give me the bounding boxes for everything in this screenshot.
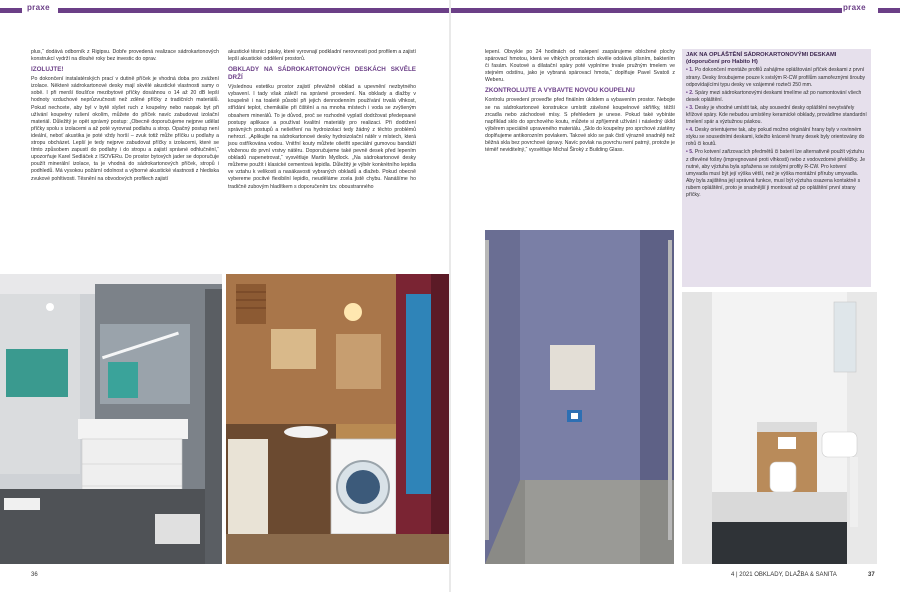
item-number: • 5. — [686, 149, 694, 156]
sidebar-item — [686, 127, 867, 148]
right-page — [451, 0, 900, 592]
sidebar-item — [686, 67, 867, 88]
footer-issue: 4 | 2021 OBKLADY, DLAŽBA & SANITA — [731, 572, 837, 578]
paragraph: plus,“ dodává odborník z Rigipsu. Dobře provedená realizace sádrokartonových konstrukcí vydrží na dlouhé roky bez investic do oprav. — [31, 49, 219, 63]
item-text: Desky je vhodné umístit tak, aby sousední desky opláštění nevytvářely křížové spáry. Kde nebudou umístěny keramické obklady, provádíme standardní tmelení spár a výztužnou páskou. — [686, 104, 867, 126]
page-number: 37 — [868, 572, 875, 578]
sidebar-item — [686, 90, 867, 104]
section-tag: praxe — [843, 3, 866, 12]
sidebar-box — [682, 49, 871, 287]
left-column-2 — [228, 49, 416, 193]
left-page — [0, 0, 449, 592]
section-heading: OBKLADY NA SÁDROKARTONOVÝCH DESKÁCH SKVĚLE DRŽÍ — [228, 66, 416, 82]
header-bar — [451, 8, 842, 13]
left-header — [0, 0, 449, 18]
item-text: Desky orientujeme tak, aby pokud možno originální hrany byly v rovinném styku se sousedními deskami, kdežto kráceně hrany desek byly orientovány do rohů či koutů. — [686, 127, 865, 148]
item-number: • 3. — [686, 104, 694, 111]
paragraph: Výslednou estetiku prostor zajistí převážně obklad a upevnění nezbytného vybavení. I tady však záleží na správné provedení. Na obklady a dlažby v koupelně i na toaletě působí při jejich dennodenním používání trvalá vlhkost, střídání teplot, chemikálie při čištění a na mnoha místech i voda se zvýšeným obsahem minerálů. To je důvod, proč se rozhodně vyplatí dodržovat předepsané postupy aplikace a používat kvalitní materiály pro realizaci. Při dodržení správných postupů a nešetření na hydroizolaci tedy žádný z těchto problémů nehrozí. „Aplikujte na sádrokartonové desky hydroizolační nátěr v místech, která jsou ostříkována vodou. Vnitřní kouty můžete ošetřit speciální gumovou bandáží vloženou do první vrstvy nátěru. Doporučujeme také pevně desek před lepením obkladů napenetrovat,“ vysvětluje Martin Mydlock. „Na sádrokartonové desky můžeme použít i klasické cementová lepidla. Důležitý je výběr konkrétního lepidla ve vztahu k velikosti a nasákavosti vybraných obkladů a dlažeb. Pokud obecně vybereme pocitvé flexibilní lepidlo, neuděláme zcela jistě chybu. Nanášíme ho tradičně zubovým hladítkem s doporučením tzv. oboustranného — [228, 84, 416, 190]
wc-drywall-construction-photo — [485, 230, 674, 564]
sidebar-item — [686, 105, 867, 126]
header-bar — [0, 8, 22, 13]
section-heading: ZKONTROLUJTE A VYBAVTE NOVOU KOUPELNU — [485, 87, 635, 95]
paragraph: Po dokončení instalatérských prací v dutině příček je vhodná doba pro zvážení izolace. Některé sádrokartonové desky mají skvělé akustické vlastnosti samy o sobě. I při menší tloušťce mezibytové příčky dosáhnou o 14 až 20 dB lepší hodnoty vzduchové neprůzvučnosti než zděné příčky z tradičních materiálů. Pokud nechcete, aby byl v bytě slyšet ruch z koupelny nebo naopak byt při užívání koupelny rušení okolím, můžete do příček navíc zabudovat izolační materiál. Důležitý je opět správný postup: „Obecně doporučujeme nejprve udělat příčky spolu s izolacemi a až poté vyrovnat podlahu a strop. Opačný postup není ideální, neboť akustika je poté vždy horší – zvuk totiž může příčku u podlahy a stropu obcházet. Lepší je tedy nejprve zabudovat příčky s izolacemi, které se tímto způsobem zapustí do podlahy i do stropu a zajistí správné odhlučnění,“ upozorňuje Karel Sedláček z ISOVERu. Do prostor bytových jader se doporučuje použít minerální izolace, ta je vhodná do sádrokartonových příček, stropů i podhledů. Má vysokou požární odolnost a výborné akustické vlastnosti z hlediska zvukové pohltivosti. Těsnění na obvodových profilech zajistí — [31, 76, 219, 182]
paragraph: lepení. Obvykle po 24 hodinách od nalepení zaspárujeme obložené plochy spárovací hmotou, která ve vlhkých prostorách skvěle odolává plísním, bakteriím či řasám. Koutové a dilatační spáry poté vyplníme trvale pružným tmelem ve stejném odstínu, jako je vybraná spárovací hmota,“ doplňuje Pavel Svatoš z Weberu. — [485, 49, 675, 84]
sidebar-item — [686, 149, 867, 199]
paragraph: Kontrolu provedení proveďte před finálním úklidem a vybavením prostor. Nebojte se na sádrokartonové konstrukce umístit závěsné koupelnové skříňky, těžší zrcadla nebo záchodové mísy. S přehledem je unese. Pokud také vybíráte například sklo do sprchového koutu, můžete si zpříjemnit užívání i následný úklid výběrem speciálně upraveného materiálu. „Sklo do koupelny pro sprchové zástěny doplňujeme antikorozním povlakem. Takové sklo se pak čistí výrazně snadněji než běžná skla bez povrchové úpravy. Navíc povlak na povrchu není patrný, protože je téměř neviditelný,“ vysvětluje Michal Široký z Building Glass. — [485, 97, 675, 154]
bathroom-vanity-photo — [0, 274, 222, 564]
item-text: Spáry mezi sádrokartonovými deskami tmelíme až po namontování všech desek opláštění. — [686, 89, 862, 103]
item-number: • 1. — [686, 67, 694, 74]
item-text: Po dokončení montáže profilů zahájíme opláštování příček deskami z první strany. Desky šroubujeme pouze k svislým R-CW profilům samořeznými šrouby odpovídajícími typu desky ve vzájemné rozteči 250 mm. — [686, 67, 866, 88]
bathroom-washing-machine-photo — [226, 274, 449, 564]
section-heading: IZOLUJTE! — [31, 66, 64, 74]
right-header — [451, 0, 900, 18]
section-tag: praxe — [27, 3, 50, 12]
left-column-1 — [31, 49, 219, 185]
header-bar — [878, 8, 900, 13]
sidebar-title: JAK NA OPLÁŠTĚNÍ SÁDROKARTONOVÝMI DESKAMI (doporučení pro Habito H) — [686, 52, 837, 66]
right-column-1 — [485, 49, 675, 156]
page-number: 36 — [31, 572, 38, 578]
item-number: • 2. — [686, 89, 694, 96]
paragraph: akustické těsnicí pásky, které vyrovnají podkladní nerovnosti pod profilem a zajistí lepší akustické oddělení prostorů. — [228, 49, 416, 63]
wc-finished-photo — [682, 292, 877, 564]
item-text: Pro kotvení zařizovacích předmětů či baterií lze alternativně použít výztuhu z dřevěné fošny (impregnované proti vlhkosti) nebo z vodovzdorné překližky. Je nutné, aby výztuha byla spřažena se svislými profily R-CW. Pro kotvení umyvadla musí být její výška větší, než je výška montážní příruby umyvadla. Aby byla zajištěna její správná funkce, musí být výztuha osazena kontaktně s rubem opláštění, proto je snadnější ji montovat až po opláštění první strany příčky. — [686, 149, 866, 198]
header-bar — [58, 8, 449, 13]
item-number: • 4. — [686, 127, 694, 134]
